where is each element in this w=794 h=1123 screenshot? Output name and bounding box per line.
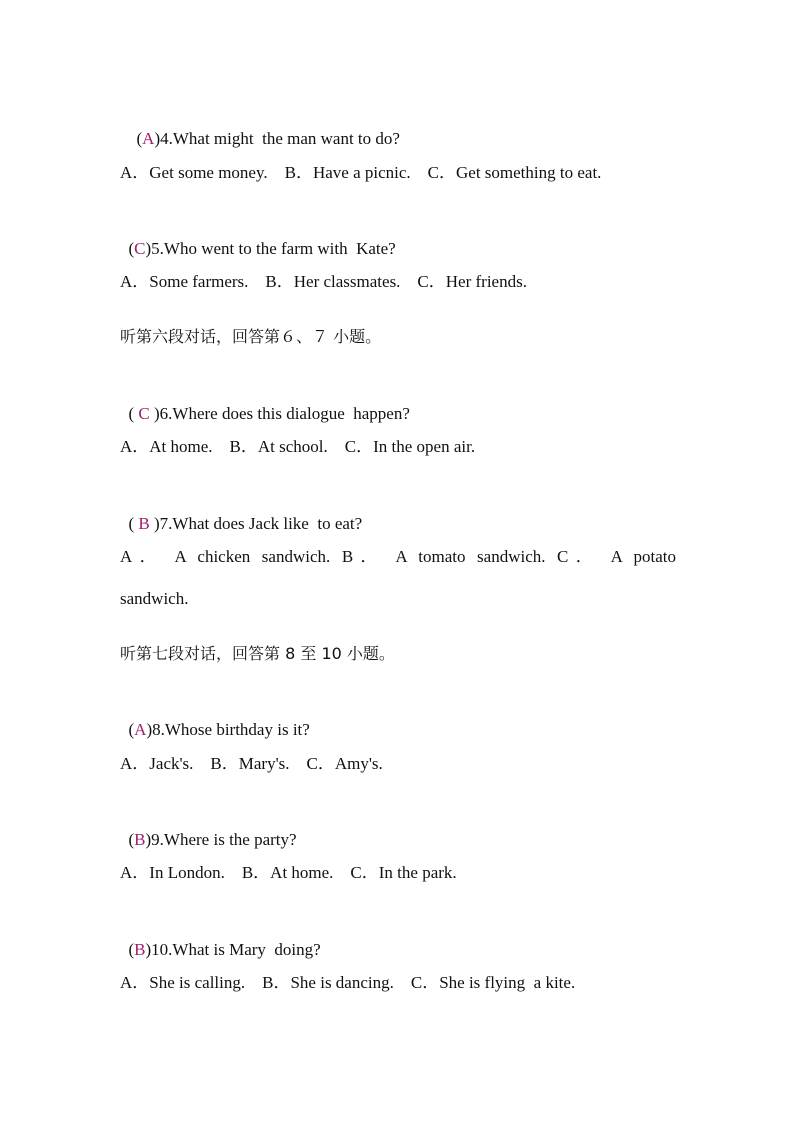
q10-text: )10.What is Mary doing? (145, 940, 321, 959)
q4-answer: A (142, 129, 155, 148)
q8-text: )8.Whose birthday is it? (146, 720, 310, 739)
question-8-options: A．Jack's. B．Mary's. C．Amy's. (120, 754, 383, 773)
question-4 (128, 106, 400, 150)
q5-open-paren: ( (128, 239, 135, 258)
q5-answer: C (134, 239, 146, 258)
q6-answer: C (138, 404, 150, 423)
q5-text: )5.Who went to the farm with Kate? (145, 239, 396, 258)
question-4-options: A．Get some money. B．Have a picnic. C．Get something to eat. (120, 163, 602, 182)
question-7 (120, 491, 362, 535)
section-6-heading: 听第六段对话，回答第６、７ 小题。 (120, 327, 382, 346)
question-5-options: A．Some farmers. B．Her classmates. C．Her friends. (120, 272, 527, 291)
q4-open-paren: ( (136, 129, 143, 148)
question-7-options-line1: A． A chicken sandwich. B． A tomato sandwich. C． A potato (120, 547, 676, 566)
question-7-options-line2: sandwich. (120, 589, 189, 608)
q8-open-paren: ( (128, 720, 135, 739)
section-7-heading: 听第七段对话，回答第 8 至 10 小题。 (120, 644, 395, 663)
question-5 (120, 216, 396, 260)
question-6 (120, 381, 410, 425)
q10-open-paren: ( (128, 940, 135, 959)
q7-answer: B (138, 514, 150, 533)
question-8 (120, 697, 310, 741)
question-6-options: A．At home. B．At school. C．In the open air. (120, 437, 476, 456)
question-9 (120, 807, 297, 851)
q4-text: )4.What might the man want to do? (154, 129, 400, 148)
q9-answer: B (134, 830, 146, 849)
q7-text: )7.What does Jack like to eat? (149, 514, 363, 533)
q7-open-paren: ( (128, 514, 139, 533)
q10-answer: B (134, 940, 146, 959)
q8-answer: A (134, 720, 147, 739)
q6-text: )6.Where does this dialogue happen? (149, 404, 410, 423)
q9-open-paren: ( (128, 830, 135, 849)
question-10 (120, 917, 321, 961)
question-10-options: A．She is calling. B．She is dancing. C．She is flying a kite. (120, 973, 576, 992)
q9-text: )9.Where is the party? (145, 830, 297, 849)
question-9-options: A．In London. B．At home. C．In the park. (120, 863, 457, 882)
q6-open-paren: ( (128, 404, 139, 423)
